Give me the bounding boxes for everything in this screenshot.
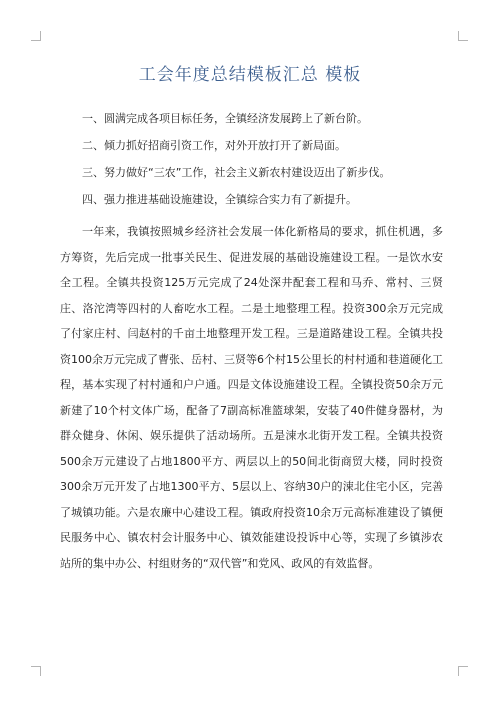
document-content [60,111,443,576]
crop-mark-bottom-right [458,666,468,676]
crop-mark-top-left [31,31,41,41]
crop-mark-top-right [458,31,468,41]
summary-point-4: 四、强力推进基础设施建设，全镇综合实力有了新提升。 [82,193,357,206]
summary-point-3: 三、努力做好“三农”工作，社会主义新农村建设迈出了新步伐。 [82,166,391,179]
summary-point-1: 一、圆满完成各项目标任务，全镇经济发展跨上了新台阶。 [82,112,368,125]
document-title: 工会年度总结模板汇总 模板 [138,65,362,85]
body-paragraph: 一年来，我镇按照城乡经济社会发展一体化新格局的要求，抓住机遇，多方筹资，先后完成一批事关民生、促进发展的基础设施建设工程。一是饮水安全工程。全镇共投资125万元完成了24处深井配套工程和马乔、常村、三贤庄、洛沱湾等四村的人畜吃水工程。二是土地整理工程。投资300余万元完成了付家庄村、闫赵村的千亩土地整理开发工程。三是道路建设工程。全镇共投资100余万元完成了曹张、岳村、三贤等6个村15公里长的村村通和巷道硬化工程，基本实现了村村通和户户通。四是文体设施建设工程。全镇投资50余万元新建了10个村文体广场，配备了7副高标准篮球架，安装了40件健身器材，为群众健身、休闲、娱乐提供了活动场所。五是涑水北街开发工程。全镇共投资500余万元建设了占地1800平方、两层以上的50间北街商贸大楼，同时投资300余万元开发了占地1300平方、5层以上、容纳30户的涑北住宅小区，完善了城镇功能。六是农廉中心建设工程。镇政府投资10余万元高标准建设了镇便民服务中心、镇农村会计服务中心、镇效能建设投诉中心等，实现了乡镇涉农站所的集中办公、村组财务的“双代管”和党风、政风的有效监督。 [60,225,443,570]
crop-mark-bottom-left [31,666,41,676]
summary-point-2: 二、倾力抓好招商引资工作，对外开放打开了新局面。 [82,139,346,152]
